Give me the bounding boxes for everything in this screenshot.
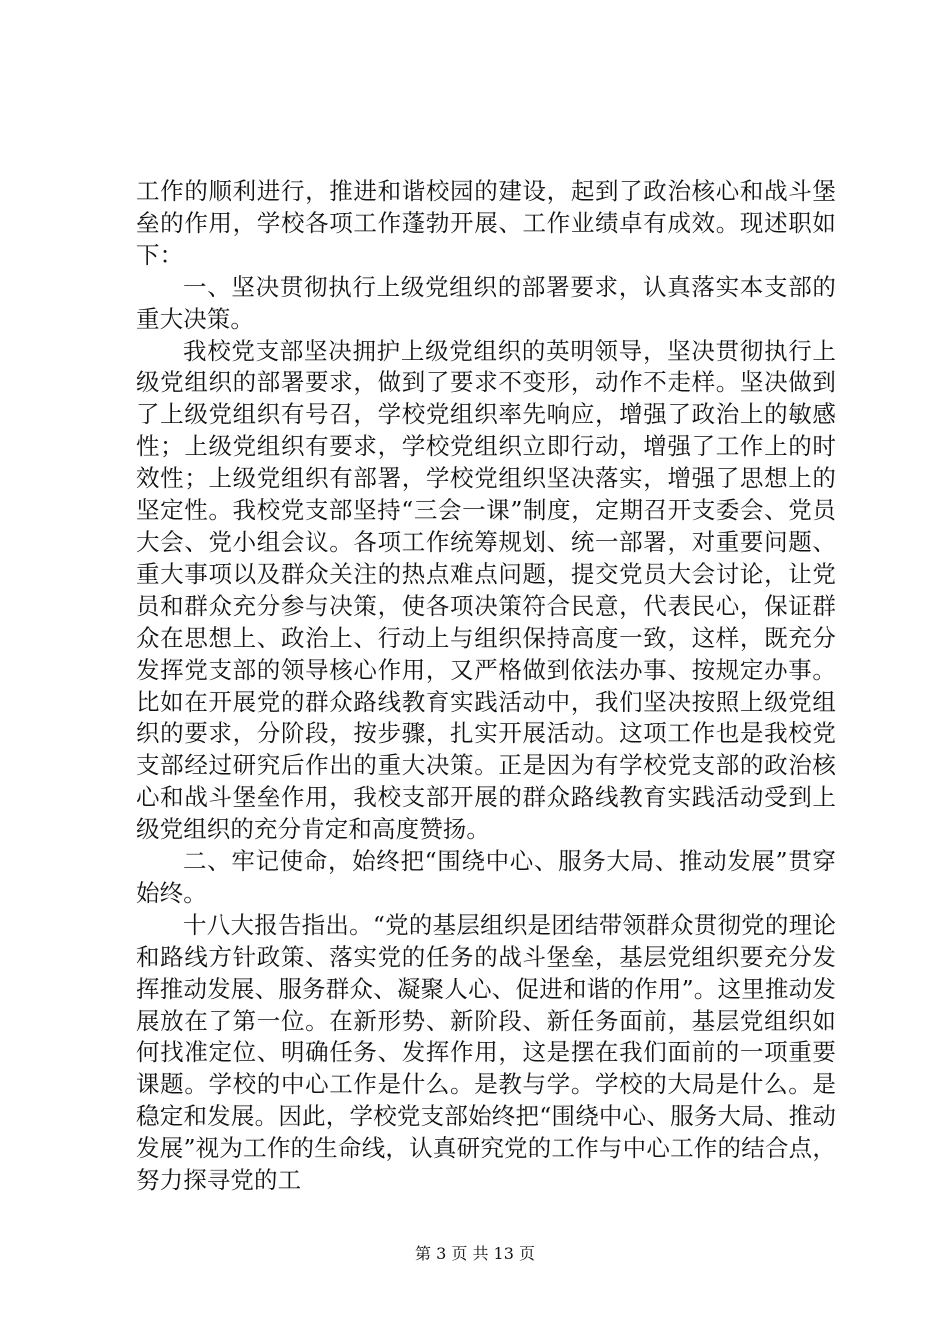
document-body: [136, 176, 836, 1197]
paragraph-section-two: 十八大报告指出。“党的基层组织是团结带领群众贯彻党的理论和路线方针政策、落实党的任务的战斗堡垒，基层党组织要充分发挥推动发展、服务群众、凝聚人心、促进和谐的作用”。这里推动发展放在了第一位。在新形势、新阶段、新任务面前，基层党组织如何找准定位、明确任务、发挥作用，这是摆在我们面前的一项重要课题。学校的中心工作是什么。是教与学。学校的大局是什么。是稳定和发展。因此，学校党支部始终把“围绕中心、服务大局、推动发展”视为工作的生命线，认真研究党的工作与中心工作的结合点，努力探寻党的工: [136, 910, 836, 1195]
section-heading-two: 二、牢记使命，始终把“围绕中心、服务大局、推动发展”贯穿始终。: [136, 847, 836, 907]
paragraph-intro-continuation: 工作的顺利进行，推进和谐校园的建设，起到了政治核心和战斗堡垒的作用，学校各项工作蓬勃开展、工作业绩卓有成效。现述职如下：: [136, 177, 836, 269]
page-number-footer: 第 3 页 共 13 页: [415, 1244, 535, 1263]
section-heading-one: 一、坚决贯彻执行上级党组织的部署要求，认真落实本支部的重大决策。: [136, 272, 836, 333]
paragraph-section-one: 我校党支部坚决拥护上级党组织的英明领导，坚决贯彻执行上级党组织的部署要求，做到了要求不变形，动作不走样。坚决做到了上级党组织有号召，学校党组织率先响应，增强了政治上的敏感性；上级党组织有要求，学校党组织立即行动，增强了工作上的时效性；上级党组织有部署，学校党组织坚决落实，增强了思想上的坚定性。我校党支部坚持“三会一课”制度，定期召开支委会、党员大会、党小组会议。各项工作统筹规划、统一部署，对重要问题、重大事项以及群众关注的热点难点问题，提交党员大会讨论，让党员和群众充分参与决策，使各项决策符合民意，代表民心，保证群众在思想上、政治上、行动上与组织保持高度一致，这样，既充分发挥党支部的领导核心作用，又严格做到依法办事、按规定办事。比如在开展党的群众路线教育实践活动中，我们坚决按照上级党组织的要求，分阶段，按步骤，扎实开展活动。这项工作也是我校党支部经过研究后作出的重大决策。正是因为有学校党支部的政治核心和战斗堡垒作用，我校支部开展的群众路线教育实践活动受到上级党组织的充分肯定和高度赞扬。: [136, 336, 836, 844]
